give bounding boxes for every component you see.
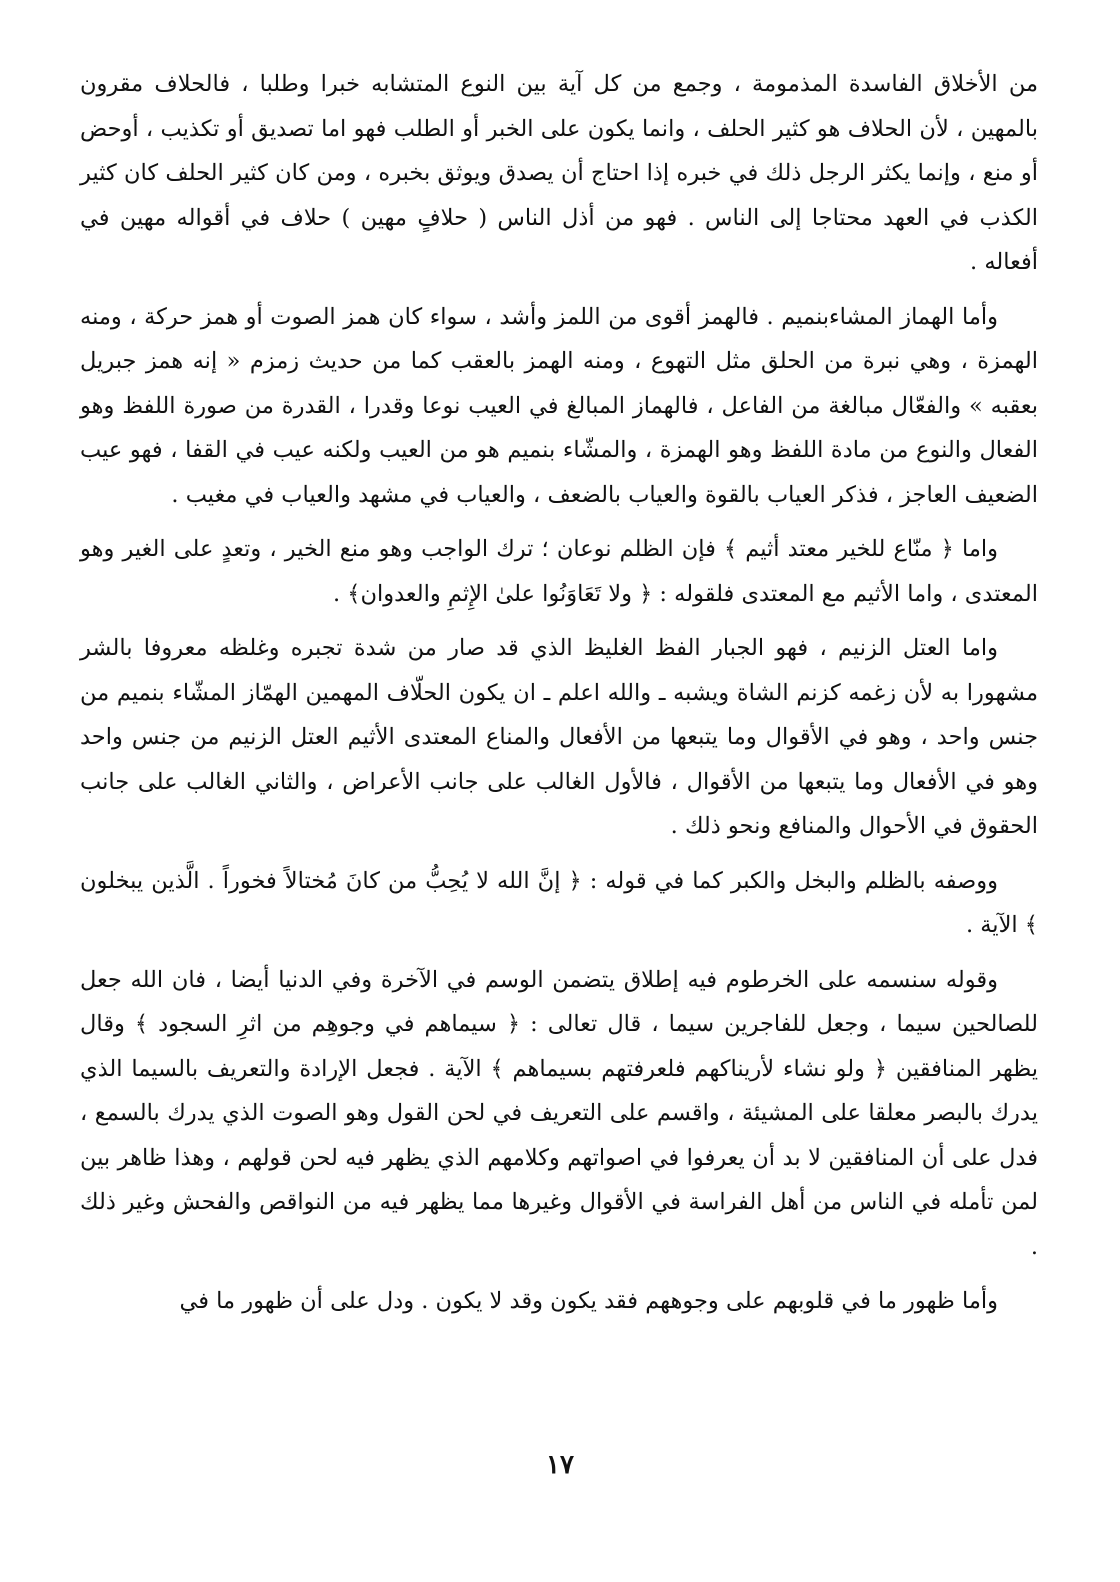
paragraph-2: وأما الهماز المشاءبنميم . فالهمز أقوى من اللمز وأشد ، سواء كان همز الصوت أو همز حركة ، ومنه الهمزة ، وهي نبرة من الحلق مثل التهوع ، ومنه الهمز بالعقب كما من حديث زمزم « إنه همز جبريل بعقبه » والفعّال مبالغة من الفاعل ، فالهماز المبالغ في العيب نوعا وقدرا ، القدرة من صورة اللفظ وهو الفعال والنوع من مادة اللفظ وهو الهمزة ، والمشّاء بنميم هو من العيب ولكنه عيب في القفا ، فهو عيب الضعيف العاجز ، فذكر العياب بالقوة والعياب بالضعف ، والعياب في مشهد والعياب في مغيب . xyxy=(80,303,1038,508)
page-body xyxy=(80,62,1038,1334)
paragraph-7: وأما ظهور ما في قلوبهم على وجوههم فقد يكون وقد لا يكون . ودل على أن ظهور ما في xyxy=(179,1288,998,1314)
paragraph-4: واما العتل الزنيم ، فهو الجبار الفظ الغليظ الذي قد صار من شدة تجبره وغلظه معروفا بالشر مشهورا به لأن زغمه كزنم الشاة ويشبه ـ والله اعلم ـ ان يكون الحلّاف المهمين الهمّاز المشّاء بنميم من جنس واحد ، وهو في الأقوال وما يتبعها من الأفعال والمناع المعتدى الأثيم العتل الزنيم من جنس واحد وهو في الأفعال وما يتبعها من الأقوال ، فالأول الغالب على جانب الأعراض ، والثاني الغالب على جانب الحقوق في الأحوال والمنافع ونحو ذلك . xyxy=(80,635,1038,839)
paragraph-6: وقوله سنسمه على الخرطوم فيه إطلاق يتضمن الوسم في الآخرة وفي الدنيا أيضا ، فان الله جعل للصالحين سيما ، وجعل للفاجرين سيما ، قال تعالى : ﴿ سيماهم في وجوهِم من اثرِ السجود ﴾ وقال يظهر المنافقين ﴿ ولو نشاء لأريناكهم فلعرفتهم بسيماهم ﴾ الآية . فجعل الإرادة والتعريف بالسيما الذي يدرك بالبصر معلقا على المشيئة ، واقسم على التعريف في لحن القول وهو الصوت الذي يدرك بالسمع ، فدل على أن المنافقين لا بد أن يعرفوا في اصواتهم وكلامهم الذي يظهر فيه لحن قولهم ، وهذا ظاهر بين لمن تأمله في الناس من أهل الفراسة في الأقوال وغيرها مما يظهر فيه من النواقص والفحش وغير ذلك . xyxy=(80,966,1038,1260)
paragraph-1: من الأخلاق الفاسدة المذمومة ، وجمع من كل آية بين النوع المتشابه خبرا وطلبا ، فالحلاف مقرون بالمهين ، لأن الحلاف هو كثير الحلف ، وانما يكون على الخبر أو الطلب فهو اما تصديق أو تكذيب ، أوحض أو منع ، وإنما يكثر الرجل ذلك في خبره إذا احتاج أن يصدق ويوثق بخبره ، ومن كان كثير الحلف كان كثير الكذب في العهد محتاجا إلى الناس . فهو من أذل الناس ( حلافٍ مهين ) حلاف في أقواله مهين في أفعاله . xyxy=(80,71,1038,275)
paragraph-3: واما ﴿ منّاع للخير معتد أثيم ﴾ فإن الظلم نوعان ؛ ترك الواجب وهو منع الخير ، وتعدٍ على الغير وهو المعتدى ، واما الأثيم مع المعتدى فلقوله : ﴿ ولا تَعَاوَنُوا علىٰ الإِثمِ والعدوان﴾ . xyxy=(80,536,1038,607)
paragraph-5: ووصفه بالظلم والبخل والكبر كما في قوله : ﴿ إنَّ الله لا يُحِبُّ من كانَ مُختالاً فخوراً . الَّذين يبخلون ﴾ الآية . xyxy=(80,867,1038,938)
page-number: ١٧ xyxy=(546,1450,574,1480)
